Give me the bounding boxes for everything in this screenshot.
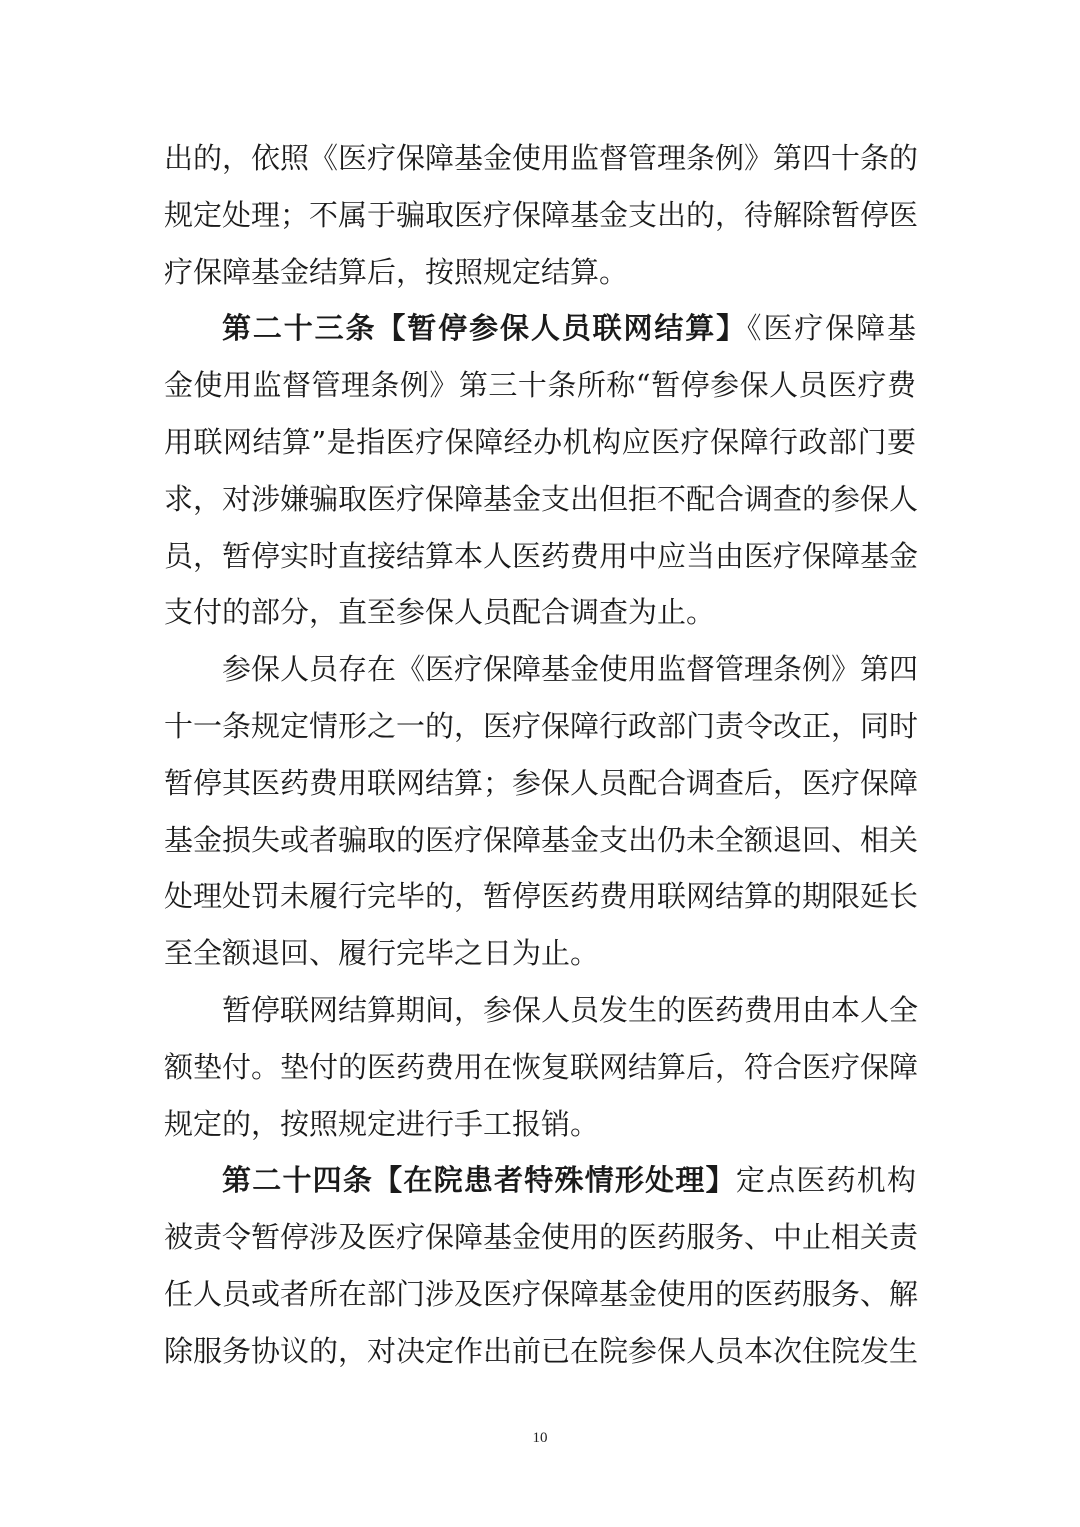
text-line-15: 至全额退回、履行完毕之日为止。 <box>164 936 600 971</box>
text-line-7: 求，对涉嫌骗取医疗保障基金支出但拒不配合调查的参保人 <box>164 481 919 516</box>
article-24-title: 第二十四条【在院患者特殊情形处理】 <box>222 1163 736 1198</box>
text-line-14: 处理处罚未履行完毕的，暂停医药费用联网结算的期限延长 <box>164 879 919 914</box>
text-line-12: 暂停其医药费用联网结算；参保人员配合调查后，医疗保障 <box>164 765 919 800</box>
text-line-2: 规定处理；不属于骗取医疗保障基金支出的，待解除暂停医 <box>164 197 919 232</box>
document-body <box>164 130 919 1380</box>
article-23-lead-text: 《医疗保障基 <box>747 311 916 346</box>
text-line-20: 被责令暂停涉及医疗保障基金使用的医药服务、中止相关责 <box>164 1220 919 1255</box>
text-line-16: 暂停联网结算期间，参保人员发生的医药费用由本人全 <box>222 992 919 1027</box>
text-line-8: 员，暂停实时直接结算本人医药费用中应当由医疗保障基金 <box>164 538 919 573</box>
article-23-title: 第二十三条【暂停参保人员联网结算】 <box>222 311 748 346</box>
text-line-13: 基金损失或者骗取的医疗保障基金支出仍未全额退回、相关 <box>164 822 919 857</box>
text-line-11: 十一条规定情形之一的，医疗保障行政部门责令改正，同时 <box>164 708 919 743</box>
text-line-5: 金使用监督管理条例》第三十条所称“暂停参保人员医疗费 <box>164 368 916 403</box>
page-number: 10 <box>532 1430 548 1446</box>
text-line-22: 除服务协议的，对决定作出前已在院参保人员本次住院发生 <box>164 1333 919 1368</box>
text-line-1: 出的，依照《医疗保障基金使用监督管理条例》第四十条的 <box>164 141 919 175</box>
text-line-10: 参保人员存在《医疗保障基金使用监督管理条例》第四 <box>222 652 919 687</box>
text-line-6: 用联网结算”是指医疗保障经办机构应医疗保障行政部门要 <box>164 424 916 459</box>
article-23-heading-line <box>164 300 916 357</box>
text-line-21: 任人员或者所在部门涉及医疗保障基金使用的医药服务、解 <box>164 1276 919 1311</box>
text-line-17: 额垫付。垫付的医药费用在恢复联网结算后，符合医疗保障 <box>164 1049 919 1084</box>
text-line-9: 支付的部分，直至参保人员配合调查为止。 <box>164 595 716 630</box>
text-line-3: 疗保障基金结算后，按照规定结算。 <box>164 254 629 289</box>
article-24-lead-text: 定点医药机构 <box>735 1163 916 1198</box>
article-24-heading-line <box>164 1152 916 1209</box>
text-line-18: 规定的，按照规定进行手工报销。 <box>164 1106 600 1141</box>
